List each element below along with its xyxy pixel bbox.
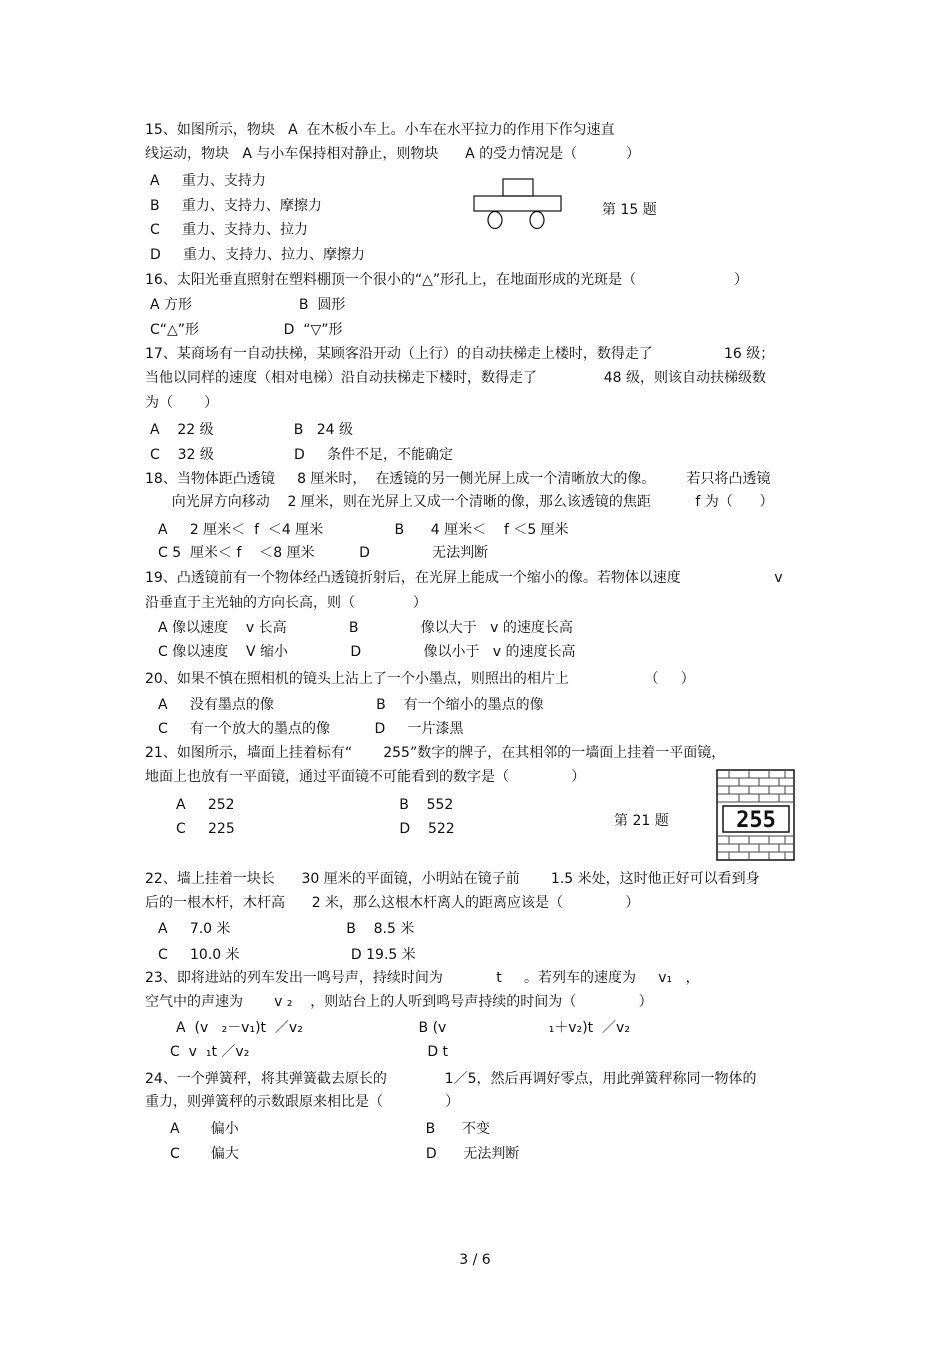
sign-number: 255 bbox=[736, 808, 776, 833]
q19-options-cd: C 像以速度 V 缩小 D 像以小于 v 的速度长高 bbox=[158, 644, 576, 660]
q15-line1: 15、如图所示，物块 A 在木板小车上。小车在水平拉力的作用下作匀速直 bbox=[145, 122, 615, 138]
page-number: 3 / 6 bbox=[459, 1252, 491, 1268]
q21-line1: 21、如图所示，墙面上挂着标有“ 255”数字的牌子，在其相邻的一墙面上挂着一平面镜， bbox=[145, 745, 726, 761]
q20-line1: 20、如果不慎在照相机的镜头上沾上了一个小墨点，则照出的相片上 （ ） bbox=[145, 671, 695, 687]
q21-options-cd: C 225 D 522 bbox=[176, 821, 455, 837]
q16-options-ab: A 方形 B 圆形 bbox=[150, 297, 346, 313]
q21-caption: 第 21 题 bbox=[614, 813, 669, 829]
q16-options-cd: C“△”形 D “▽”形 bbox=[150, 322, 343, 338]
q19-options-ab: A 像以速度 v 长高 B 像以大于 v 的速度长高 bbox=[158, 620, 573, 636]
q24-options-cd: C 偏大 D 无法判断 bbox=[170, 1146, 520, 1162]
q22-options-ab: A 7.0 米 B 8.5 米 bbox=[158, 921, 415, 937]
q15-option-d: D 重力、支持力、拉力、摩擦力 bbox=[150, 247, 366, 263]
q17-options-cd: C 32 级 D 条件不足，不能确定 bbox=[150, 447, 453, 463]
q23-line1: 23、即将进站的列车发出一鸣号声，持续时间为 t 。若列车的速度为 v₁ ， bbox=[145, 970, 700, 986]
q24-options-ab: A 偏小 B 不变 bbox=[170, 1121, 490, 1137]
q23-line2: 空气中的声速为 v ₂ ，则站台上的人听到鸣号声持续的时间为（ ） bbox=[145, 994, 653, 1010]
q17-line3: 为（ ） bbox=[145, 395, 219, 411]
q15-option-c: C 重力、支持力、拉力 bbox=[150, 222, 309, 238]
q19-line2: 沿垂直于主光轴的方向长高，则（ ） bbox=[145, 595, 427, 611]
q15-option-a: A 重力、支持力 bbox=[150, 173, 266, 189]
q18-line1: 18、当物体距凸透镜 8 厘米时， 在透镜的另一侧光屏上成一个清晰放大的像。 若只将凸透镜 bbox=[145, 471, 771, 487]
q18-line2: 向光屏方向移动 2 厘米，则在光屏上又成一个清晰的像，那么该透镜的焦距 f 为（ ） bbox=[145, 494, 774, 510]
q18-options-ab: A 2 厘米＜ f ＜4 厘米 B 4 厘米＜ f ＜5 厘米 bbox=[158, 522, 569, 538]
q16-line1: 16、太阳光垂直照射在塑料棚顶一个很小的“△”形孔上，在地面形成的光斑是（ ） bbox=[145, 272, 748, 288]
cart-figure bbox=[470, 176, 565, 232]
q15-option-b: B 重力、支持力、摩擦力 bbox=[150, 198, 322, 214]
q20-options-cd: C 有一个放大的墨点的像 D 一片漆黑 bbox=[158, 721, 464, 737]
q21-options-ab: A 252 B 552 bbox=[176, 797, 454, 813]
q23-options-ab: A (v ₂－v₁)t ／v₂ B (v ₁＋v₂)t ／v₂ bbox=[176, 1020, 630, 1036]
q24-line1: 24、一个弹簧秤，将其弹簧截去原长的 1／5，然后再调好零点，用此弹簧秤称同一物体的 bbox=[145, 1071, 757, 1087]
q22-line2: 后的一根木杆，木杆高 2 米，那么这根木杆离人的距离应该是（ ） bbox=[145, 895, 640, 911]
q15-line2: 线运动，物块 A 与小车保持相对静止，则物块 A 的受力情况是（ ） bbox=[145, 146, 641, 162]
q17-line1: 17、某商场有一自动扶梯，某顾客沿开动（上行）的自动扶梯走上楼时，数得走了 16 级； bbox=[145, 346, 775, 362]
q15-caption: 第 15 题 bbox=[602, 202, 657, 218]
q19-line1: 19、凸透镜前有一个物体经凸透镜折射后，在光屏上能成一个缩小的像。若物体以速度 v bbox=[145, 570, 783, 586]
q22-line1: 22、墙上挂着一块长 30 厘米的平面镜，小明站在镜子前 1.5 米处，这时他正好可以看到身 bbox=[145, 871, 760, 887]
q23-options-cd: C v ₁t ／v₂ D t bbox=[170, 1044, 449, 1060]
q20-options-ab: A 没有墨点的像 B 有一个缩小的墨点的像 bbox=[158, 697, 544, 713]
q17-line2: 当他以同样的速度（相对电梯）沿自动扶梯走下楼时，数得走了 48 级，则该自动扶梯级数 bbox=[145, 370, 767, 386]
q24-line2: 重力，则弹簧秤的示数跟原来相比是（ ） bbox=[145, 1094, 460, 1110]
q21-line2: 地面上也放有一平面镜，通过平面镜不可能看到的数字是（ ） bbox=[145, 769, 586, 785]
brick-wall-sign-figure bbox=[713, 766, 807, 864]
q22-options-cd: C 10.0 米 D 19.5 米 bbox=[158, 947, 416, 963]
q17-options-ab: A 22 级 B 24 级 bbox=[150, 422, 353, 438]
q18-options-cd: C 5 厘米＜ f ＜8 厘米 D 无法判断 bbox=[158, 545, 489, 561]
